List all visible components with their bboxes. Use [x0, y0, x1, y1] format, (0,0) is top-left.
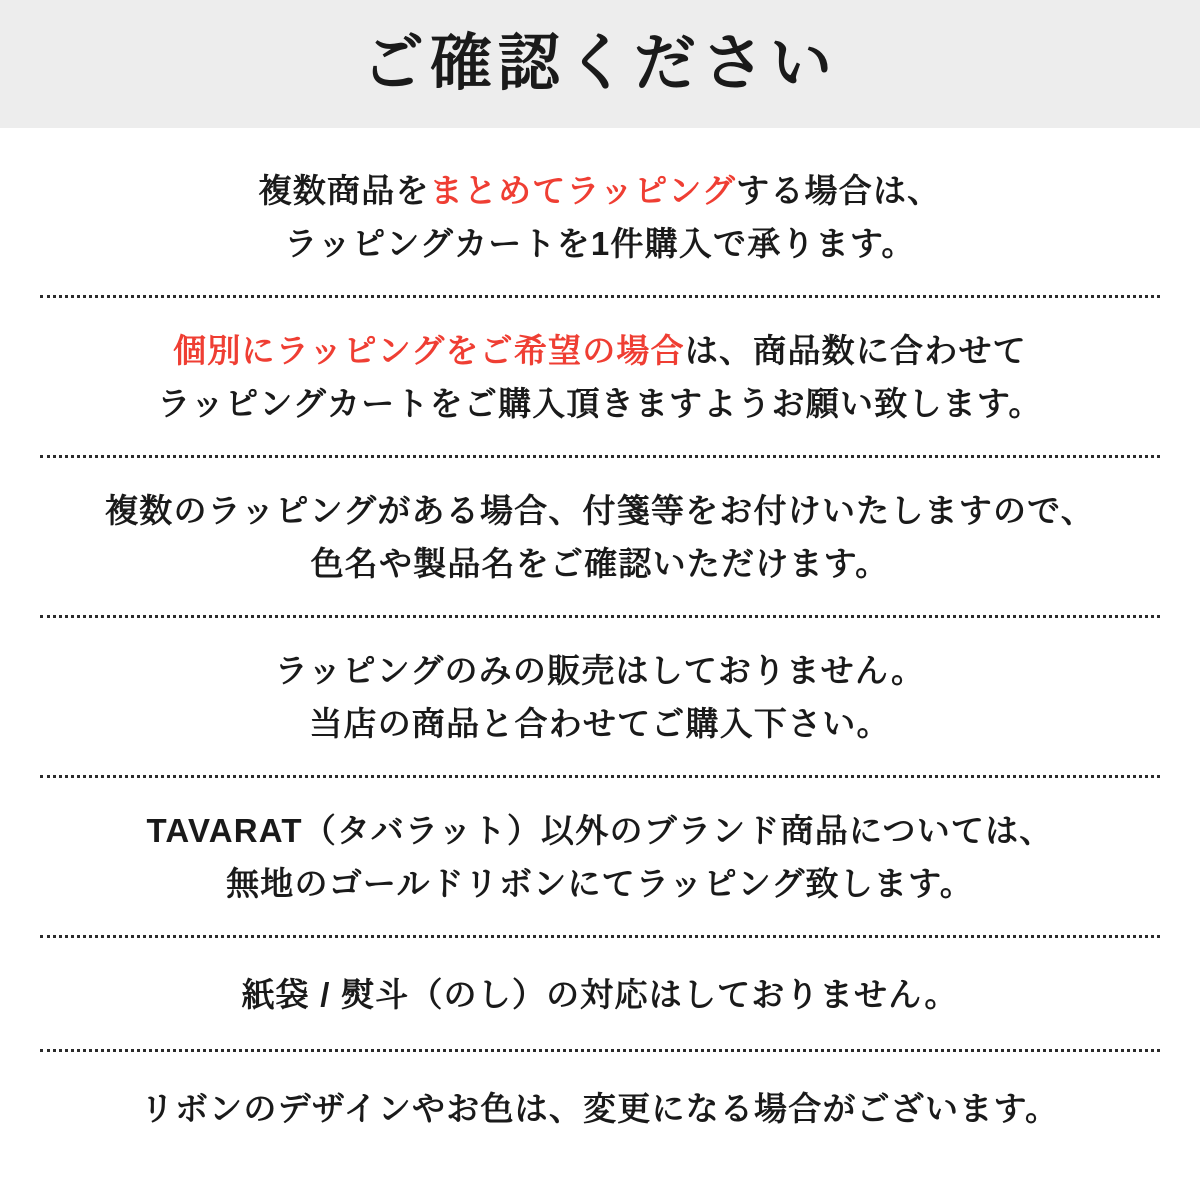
- notice-item: [40, 1049, 1160, 1135]
- text-segment: は、商品数に合わせて: [684, 331, 1027, 369]
- notice-line: [40, 968, 1160, 1021]
- text-segment: ラッピングカートをご購入頂きますようお願い致します。: [157, 385, 1043, 423]
- notice-list: [0, 128, 1200, 1135]
- highlighted-text: 個別にラッピングをご希望の場合: [173, 331, 685, 369]
- notice-item: [40, 775, 1160, 935]
- notice-line: [40, 644, 1160, 697]
- notice-item: [40, 128, 1160, 295]
- notice-item: [40, 455, 1160, 615]
- text-segment: 当店の商品と合わせてご購入下さい。: [309, 705, 891, 743]
- text-segment: ラッピングのみの販売はしておりません。: [274, 651, 926, 689]
- page-header: [0, 0, 1200, 128]
- text-segment: 色名や製品名をご確認いただけます。: [310, 545, 890, 583]
- text-segment: 複数のラッピングがある場合、付箋等をお付けいたしますので、: [105, 491, 1095, 529]
- notice-line: [40, 1082, 1160, 1135]
- text-segment: 紙袋 / 熨斗（のし）の対応はしておりません。: [241, 975, 959, 1013]
- text-segment: 無地のゴールドリボンにてラッピング致します。: [226, 865, 974, 903]
- notice-line: [40, 164, 1160, 217]
- notice-line: [40, 377, 1160, 430]
- notice-line: [40, 804, 1160, 857]
- highlighted-text: まとめてラッピング: [429, 172, 737, 209]
- notice-line: [40, 484, 1160, 537]
- notice-line: [40, 217, 1160, 270]
- text-segment: 複数商品を: [258, 172, 430, 209]
- text-segment: リボンのデザインやお色は、変更になる場合がございます。: [140, 1089, 1060, 1127]
- notice-items: [40, 128, 1160, 1135]
- text-segment: ラッピングカートを1件購入で承ります。: [284, 225, 916, 263]
- text-segment: TAVARAT（タバラット）以外のブランド商品については、: [146, 811, 1054, 849]
- notice-line: [40, 697, 1160, 750]
- notice-line: [40, 537, 1160, 590]
- notice-item: [40, 935, 1160, 1049]
- page-title: ご確認ください: [361, 29, 838, 98]
- notice-line: [40, 324, 1160, 377]
- text-segment: する場合は、: [736, 172, 942, 209]
- notice-item: [40, 295, 1160, 455]
- notice-line: [40, 857, 1160, 910]
- notice-item: [40, 615, 1160, 775]
